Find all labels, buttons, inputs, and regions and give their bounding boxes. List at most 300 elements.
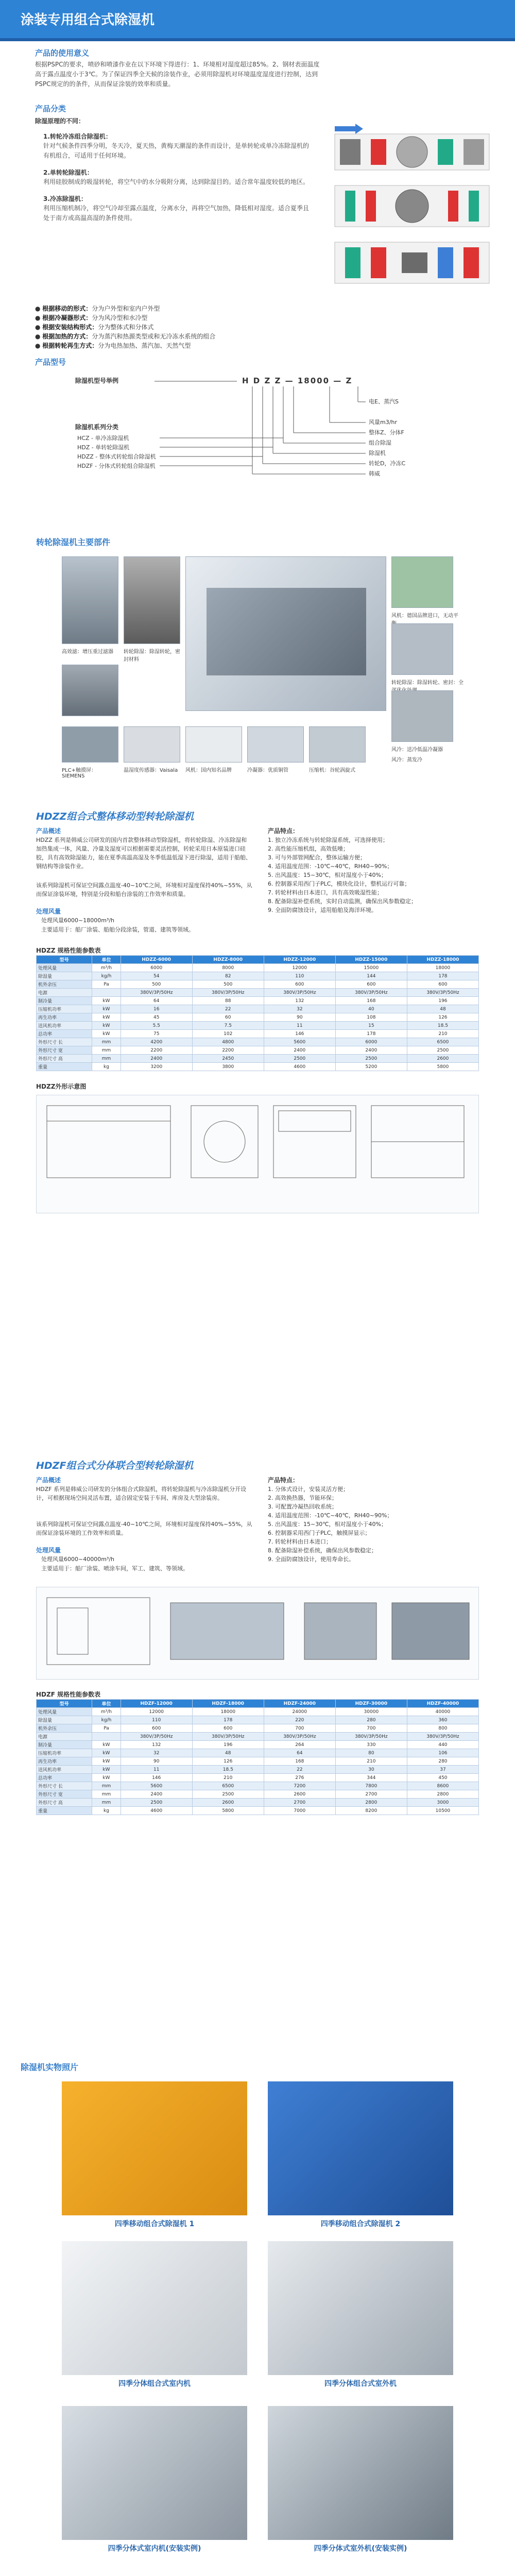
table-cell: 440 xyxy=(407,1741,478,1749)
photo-caption: 四季分体式室内机(安装实例) xyxy=(108,2545,201,2553)
table-cell: 600 xyxy=(335,980,407,989)
table-cell: 5600 xyxy=(121,1782,192,1790)
table-cell: 2600 xyxy=(192,1799,264,1807)
table-cell: kg xyxy=(92,1063,121,1071)
table-cell: 54 xyxy=(121,972,192,980)
table-cell: 5200 xyxy=(335,1063,407,1071)
table-cell: 146 xyxy=(121,1774,192,1782)
page-title: 涂装专用组合式除湿机 xyxy=(21,12,155,28)
model-series-title: 除湿机系列分类 xyxy=(75,423,119,431)
table-row xyxy=(37,1063,479,1071)
table-cell: 7800 xyxy=(335,1782,407,1790)
th: HDZZ-12000 xyxy=(264,956,335,964)
table-cell: 再生功率 xyxy=(37,1757,92,1766)
table-cell: 144 xyxy=(335,972,407,980)
table-row xyxy=(37,1005,479,1013)
table-cell: mm xyxy=(92,1046,121,1055)
component-photo xyxy=(124,726,180,762)
table-cell: 5600 xyxy=(264,1038,335,1046)
hdzz-range: 处理风量6000~18000m³/h xyxy=(41,917,115,924)
table-cell: 450 xyxy=(407,1774,478,1782)
component-photo xyxy=(185,726,242,762)
principle-title: 除湿原理的不同： xyxy=(35,117,85,125)
table-cell: mm xyxy=(92,1038,121,1046)
table-cell: 2600 xyxy=(264,1790,335,1799)
item-title: 1.转轮冷冻组合除湿机： xyxy=(43,133,112,140)
th: HDZF-18000 xyxy=(192,1700,264,1708)
model-left-title: 除湿机型号举例 xyxy=(75,377,119,384)
model-right-item: 组合除湿 xyxy=(369,439,391,446)
bullet-value: 分为风冷型和水冷型 xyxy=(92,314,148,321)
feature-item: 9. 全面防腐蚀设计，使用寿命长。 xyxy=(268,1556,354,1563)
table-cell: 6000 xyxy=(121,964,192,972)
table-cell: 178 xyxy=(192,1716,264,1724)
table-cell xyxy=(92,1733,121,1741)
caption: 风冷：蒸发冷 xyxy=(391,757,422,763)
th: 型号 xyxy=(37,1700,92,1708)
table-cell: 制冷量 xyxy=(37,997,92,1005)
table-cell: 380V/3P/50Hz xyxy=(407,1733,478,1741)
table-cell: 380V/3P/50Hz xyxy=(121,989,192,997)
table-cell: 6000 xyxy=(335,1038,407,1046)
photo-caption: 四季移动组合式除湿机 1 xyxy=(114,2220,195,2228)
table-cell: 5.5 xyxy=(121,1022,192,1030)
table-cell: kW xyxy=(92,1741,121,1749)
table-cell: 280 xyxy=(407,1757,478,1766)
item-title: 3.冷冻除湿机： xyxy=(43,195,87,202)
table-cell: 146 xyxy=(264,1030,335,1038)
hdzz-range2: 主要适用于：船厂涂装、船舶分段涂装，管道、建筑等领域。 xyxy=(41,926,194,933)
component-photo xyxy=(391,623,453,675)
table-cell: 132 xyxy=(264,997,335,1005)
table-cell: kW xyxy=(92,997,121,1005)
component-photo xyxy=(309,726,366,762)
caption: 转轮除湿：除湿转轮、密封：全 xyxy=(391,680,464,686)
photo-caption: 四季分体式室外机(安装实例) xyxy=(314,2545,407,2553)
table-cell: 600 xyxy=(192,1724,264,1733)
table-cell: 2400 xyxy=(121,1055,192,1063)
hdzf-range2: 主要适用于：船厂涂装、喷涂车间，军工、建筑、等领域。 xyxy=(41,1565,188,1572)
table-cell: 12000 xyxy=(121,1708,192,1716)
table-cell: 5800 xyxy=(192,1807,264,1815)
feature-item: 2. 高效换热器，节能环保； xyxy=(268,1495,337,1501)
table-cell: mm xyxy=(92,1055,121,1063)
table-cell: m³/h xyxy=(92,964,121,972)
table-cell: 4600 xyxy=(121,1807,192,1815)
table-cell: 除湿量 xyxy=(37,1716,92,1724)
table-cell: 2500 xyxy=(192,1790,264,1799)
hdzz-intro-title: 产品概述 xyxy=(36,827,61,835)
table-cell: 24000 xyxy=(264,1708,335,1716)
table-cell: 280 xyxy=(335,1716,407,1724)
hdzf-drawings xyxy=(36,1587,479,1680)
hdzz-drawing-title: HDZZ外形示意图 xyxy=(36,1083,87,1090)
table-cell: 2200 xyxy=(192,1046,264,1055)
component-photo xyxy=(62,726,118,762)
bullet-value: 分为户外型和室内户外型 xyxy=(92,305,160,312)
table-row xyxy=(37,1724,479,1733)
table-cell: 196 xyxy=(407,997,478,1005)
table-cell: 30000 xyxy=(335,1708,407,1716)
caption: 高效滤：增压重过滤器 xyxy=(62,649,113,655)
item-text: 利用硅胶制成的吸湿转轮，将空气中的水分吸附分离，达到除湿目的。适合常年温度较低的地区。 xyxy=(43,178,310,185)
table-cell: kg/h xyxy=(92,1716,121,1724)
table-cell: 2600 xyxy=(407,1055,478,1063)
machine-render xyxy=(185,556,386,711)
table-cell: 64 xyxy=(121,997,192,1005)
table-cell: 380V/3P/50Hz xyxy=(192,989,264,997)
table-cell: 4800 xyxy=(192,1038,264,1046)
table-row xyxy=(37,964,479,972)
table-row xyxy=(37,1766,479,1774)
table-row xyxy=(37,1716,479,1724)
table-cell: 102 xyxy=(192,1030,264,1038)
table-cell: 18000 xyxy=(407,964,478,972)
table-cell: 196 xyxy=(192,1741,264,1749)
caption: PLC+触摸屏：SIEMENS xyxy=(62,768,96,779)
table-cell: 3200 xyxy=(121,1063,192,1071)
item-text: 针对气候条件四季分明，冬天冷，夏天热，黄梅天潮湿的条件而设计，是单转轮或单冷冻除湿机的有机组合，可适用于任何环境。 xyxy=(43,142,310,159)
th: HDZZ-8000 xyxy=(192,956,264,964)
component-photo xyxy=(391,690,453,742)
hdzz-intro: HDZZ 系列是韩威公司研发的国内首款整体移动型除湿机，将转轮除湿、冷冻除湿和加热集成一体，风量、冷量及湿度可以根据需要灵活控制，转轮采用日本原装进口硅胶，具有高效除湿能力，能在夏季高温高湿及冬季低温低湿下进行除湿，适用于船舶、钢结构等涂装作业。 xyxy=(36,837,251,870)
model-right-item: 韩威 xyxy=(369,470,380,477)
th: HDZZ-15000 xyxy=(335,956,407,964)
table-row xyxy=(37,1782,479,1790)
table-cell: 2500 xyxy=(407,1046,478,1055)
bullet-list xyxy=(35,304,354,350)
caption: 温湿度传感器：Vaisala xyxy=(124,768,178,773)
table-cell: 210 xyxy=(407,1030,478,1038)
table-cell: 264 xyxy=(264,1741,335,1749)
table-cell: 40 xyxy=(335,1005,407,1013)
table-row xyxy=(37,1774,479,1782)
table-row xyxy=(37,1757,479,1766)
table-cell: 外形尺寸 宽 xyxy=(37,1046,92,1055)
th: 单位 xyxy=(92,1700,121,1708)
table-cell: 4600 xyxy=(264,1063,335,1071)
table-cell: kg xyxy=(92,1807,121,1815)
table-cell: 送风机功率 xyxy=(37,1022,92,1030)
table-cell: 48 xyxy=(192,1749,264,1757)
table-cell: 126 xyxy=(407,1013,478,1022)
item-title: 2.单转轮除湿机： xyxy=(43,169,93,176)
table-cell: kW xyxy=(92,1022,121,1030)
table-cell: 600 xyxy=(264,980,335,989)
bullet-key: 根据转轮再生方式： xyxy=(42,342,98,349)
table-cell: 2500 xyxy=(121,1799,192,1807)
diagram-2 xyxy=(335,185,489,227)
table-cell: 外形尺寸 高 xyxy=(37,1799,92,1807)
table-cell: 276 xyxy=(264,1774,335,1782)
th: 型号 xyxy=(37,956,92,964)
table-cell: 106 xyxy=(407,1749,478,1757)
table-cell: m³/h xyxy=(92,1708,121,1716)
table-cell: 126 xyxy=(192,1757,264,1766)
th: HDZF-12000 xyxy=(121,1700,192,1708)
th: HDZZ-18000 xyxy=(407,956,478,964)
table-cell: 7200 xyxy=(264,1782,335,1790)
table-cell: 2200 xyxy=(121,1046,192,1055)
table-cell: kW xyxy=(92,1030,121,1038)
model-right-list xyxy=(369,397,405,479)
model-series-item: HDZF - 分体式转轮组合除湿机 xyxy=(77,463,156,469)
table-cell: 6500 xyxy=(192,1782,264,1790)
model-right-item: 转轮D，冷冻C xyxy=(369,460,406,467)
table-row xyxy=(37,997,479,1005)
table-cell: 210 xyxy=(192,1774,264,1782)
table-row xyxy=(37,1030,479,1038)
table-cell: mm xyxy=(92,1799,121,1807)
table-cell: Pa xyxy=(92,980,121,989)
table-cell: 2450 xyxy=(192,1055,264,1063)
table-cell: 外形尺寸 高 xyxy=(37,1055,92,1063)
feature-item: 1. 独立冷冻系统与转轮除湿系统，可选择使用； xyxy=(268,837,388,843)
table-cell: 330 xyxy=(335,1741,407,1749)
hdzf-intro2: 该系列除湿机可保证空间露点温度-40~10℃之间，环境相对湿度保持40%~55%，从而保证涂装环境的工作效率和质量。 xyxy=(36,1521,252,1536)
table-cell: 送风机功率 xyxy=(37,1766,92,1774)
feature-item: 2. 高性能压缩机组，高效低噪； xyxy=(268,845,349,852)
table-cell: 2400 xyxy=(264,1046,335,1055)
caption: 风机：国内知名品牌 xyxy=(185,768,232,773)
table-cell: 82 xyxy=(192,972,264,980)
table-cell: 30 xyxy=(335,1766,407,1774)
caption: 转轮除湿：除湿转轮，密封材料 xyxy=(124,649,180,663)
feature-item: 9. 全面防腐蚀设计，适用船舶及海洋环境。 xyxy=(268,907,377,913)
table-cell: 16 xyxy=(121,1005,192,1013)
table-cell: 压缩机功率 xyxy=(37,1005,92,1013)
table-cell: 380V/3P/50Hz xyxy=(192,1733,264,1741)
table-row xyxy=(37,1741,479,1749)
hdzf-table-title: HDZF 规格性能参数表 xyxy=(36,1691,101,1698)
table-cell: kW xyxy=(92,1013,121,1022)
table-cell: 48 xyxy=(407,1005,478,1013)
table-cell: 2700 xyxy=(264,1799,335,1807)
table-cell: 12000 xyxy=(264,964,335,972)
table-row xyxy=(37,1708,479,1716)
model-series-item: HDZ - 单转轮除湿机 xyxy=(77,444,130,451)
photo xyxy=(268,2406,453,2553)
header-banner xyxy=(0,0,515,41)
table-row xyxy=(37,989,479,997)
table-cell: 机外余压 xyxy=(37,1724,92,1733)
hdzf-intro: HDZF 系列是韩威公司研发的分体组合式除湿机，将转轮除湿机与冷冻除湿机分开设计，可根据现场空间灵活布置，适合固定安装于车间、库房及大型涂装房。 xyxy=(36,1486,247,1501)
bullet-item: ● 根据移动的形式：分为户外型和室内户外型 xyxy=(35,305,160,312)
table-cell: kW xyxy=(92,1757,121,1766)
table-cell: 电源 xyxy=(37,989,92,997)
table-cell: 4200 xyxy=(121,1038,192,1046)
table-cell xyxy=(92,989,121,997)
diagram-3 xyxy=(335,242,489,283)
th: HDZF-40000 xyxy=(407,1700,478,1708)
class-title: 产品分类 xyxy=(35,104,66,113)
model-right-item: 整体Z、分体F xyxy=(369,429,404,436)
hdzz-table-wrap xyxy=(36,955,479,1071)
table-cell: 再生功率 xyxy=(37,1013,92,1022)
bullet-item: ● 根据冷凝器形式：分为风冷型和水冷型 xyxy=(35,314,148,321)
table-cell: 外形尺寸 长 xyxy=(37,1038,92,1046)
photo xyxy=(268,2081,453,2228)
feature-item: 8. 配备除湿补偿系统，确保出风参数稳定； xyxy=(268,1547,377,1554)
table-cell: 7.5 xyxy=(192,1022,264,1030)
table-cell: 总功率 xyxy=(37,1774,92,1782)
component-photo xyxy=(62,556,118,644)
hdzf-range: 处理风量6000~40000m³/h xyxy=(41,1556,115,1563)
feature-item: 7. 转轮材料由日本进口； xyxy=(268,1538,332,1545)
table-cell: 700 xyxy=(335,1724,407,1733)
table-cell: 210 xyxy=(335,1757,407,1766)
component-photo xyxy=(124,556,180,644)
hdzz-spec-table xyxy=(36,955,479,1071)
table-cell: 80 xyxy=(335,1749,407,1757)
model-series-list xyxy=(77,434,156,471)
hdzz-range-title: 处理风量 xyxy=(36,908,61,915)
feature-item: 3. 可与外部管网配合，整体运输方便； xyxy=(268,854,366,861)
model-code: H D Z Z — 18000 — Z xyxy=(242,376,353,385)
feature-item: 1. 分体式设计，安装灵活方便； xyxy=(268,1486,349,1493)
table-header-row xyxy=(37,1700,479,1708)
hdzf-section xyxy=(0,1453,515,2040)
table-cell: kW xyxy=(92,1766,121,1774)
table-cell: 7000 xyxy=(264,1807,335,1815)
bullet-key: 根据加热的方式： xyxy=(42,333,92,340)
table-cell: 2400 xyxy=(121,1790,192,1799)
table-cell: 380V/3P/50Hz xyxy=(264,1733,335,1741)
table-cell: 2500 xyxy=(335,1055,407,1063)
table-cell: 重量 xyxy=(37,1063,92,1071)
bullet-item: ● 根据转轮再生方式：分为电热加热、蒸汽加、天然气型 xyxy=(35,342,191,349)
bullet-value: 分为整体式和分体式 xyxy=(98,324,154,331)
hdzz-features-title: 产品特点： xyxy=(268,827,299,835)
table-cell: 15 xyxy=(335,1022,407,1030)
hdzz-table-title: HDZZ 规格性能参数表 xyxy=(36,947,101,954)
table-cell: 168 xyxy=(335,997,407,1005)
table-cell: 2500 xyxy=(264,1055,335,1063)
table-header-row xyxy=(37,956,479,964)
table-cell: 88 xyxy=(192,997,264,1005)
table-cell: 800 xyxy=(407,1724,478,1733)
hdzz-features xyxy=(268,836,474,914)
photo xyxy=(62,2081,247,2228)
table-cell: kW xyxy=(92,1774,121,1782)
photo xyxy=(62,2241,247,2388)
table-cell: 2800 xyxy=(407,1790,478,1799)
table-cell: 600 xyxy=(121,1724,192,1733)
table-cell: kW xyxy=(92,1749,121,1757)
table-cell: 132 xyxy=(121,1741,192,1749)
table-cell: 制冷量 xyxy=(37,1741,92,1749)
feature-item: 6. 控制器采用西门子PLC，触摸屏显示； xyxy=(268,1530,371,1536)
feature-item: 6. 控制器采用西门子PLC，模块化设计，整机运行可靠； xyxy=(268,880,410,887)
table-cell: 40000 xyxy=(407,1708,478,1716)
table-cell: 外形尺寸 长 xyxy=(37,1782,92,1790)
feature-item: 3. 可配置冷凝热回收系统； xyxy=(268,1503,337,1510)
table-cell: 2700 xyxy=(335,1790,407,1799)
table-cell: 除湿量 xyxy=(37,972,92,980)
table-row xyxy=(37,1790,479,1799)
table-cell: 700 xyxy=(264,1724,335,1733)
table-cell: 18000 xyxy=(192,1708,264,1716)
table-cell: mm xyxy=(92,1782,121,1790)
hdzf-features xyxy=(268,1485,474,1564)
table-cell: 380V/3P/50Hz xyxy=(335,1733,407,1741)
table-cell: 32 xyxy=(121,1749,192,1757)
hdzf-table-wrap xyxy=(36,1699,479,1815)
table-row xyxy=(37,972,479,980)
usage-text: 根据PSPC的要求，喷砂和喷漆作业在以下环境下得进行：1、环境相对湿度超过85%。2、钢材表面温度高于露点温度小于3℃。为了保证四季全天候的涂装作业，必须用除湿机对环境温度湿度进行控制，达到PSPC规定的的条件，从而保证涂装的效率和质量。 xyxy=(35,61,320,88)
table-cell: 45 xyxy=(121,1013,192,1022)
photo xyxy=(62,2406,247,2553)
caption: 风冷：送冷低温冷凝器 xyxy=(391,747,443,753)
bullet-item: ● 根据加热的方式：分为蒸汽和热源类型或和无冷冻水系统的组合 xyxy=(35,333,216,340)
table-cell: 37 xyxy=(407,1766,478,1774)
table-row xyxy=(37,1022,479,1030)
table-cell: 10500 xyxy=(407,1807,478,1815)
table-row xyxy=(37,980,479,989)
table-cell: 总功率 xyxy=(37,1030,92,1038)
table-cell: 机外余压 xyxy=(37,980,92,989)
table-cell: 90 xyxy=(121,1757,192,1766)
table-cell: 108 xyxy=(335,1013,407,1022)
table-cell: 处理风量 xyxy=(37,964,92,972)
photo-caption: 四季分体组合式室内机 xyxy=(118,2380,191,2388)
table-cell: 178 xyxy=(407,972,478,980)
table-cell: 18.5 xyxy=(407,1022,478,1030)
table-cell: Pa xyxy=(92,1724,121,1733)
hdzf-range-title: 处理风量 xyxy=(36,1547,61,1554)
bullet-item: ● 根据安装结构形式：分为整体式和分体式 xyxy=(35,324,154,331)
table-row xyxy=(37,1799,479,1807)
component-photo xyxy=(62,665,118,716)
table-cell: 2400 xyxy=(335,1046,407,1055)
table-row xyxy=(37,1038,479,1046)
table-cell: 380V/3P/50Hz xyxy=(407,989,478,997)
model-right-item: 除湿机 xyxy=(369,450,386,456)
table-cell: 处理风量 xyxy=(37,1708,92,1716)
caption: 风机：德国品牌进口，无动平 xyxy=(391,613,458,619)
bullet-value: 分为电热加热、蒸汽加、天然气型 xyxy=(98,342,191,349)
table-cell: 22 xyxy=(192,1005,264,1013)
model-series-item: HCZ - 单冷冻除湿机 xyxy=(77,435,129,442)
caption: 冷凝器：优质铜管 xyxy=(247,768,288,773)
table-cell: 168 xyxy=(264,1757,335,1766)
table-cell: 3000 xyxy=(407,1799,478,1807)
table-cell: 500 xyxy=(192,980,264,989)
table-cell: 8000 xyxy=(192,964,264,972)
table-cell: 5800 xyxy=(407,1063,478,1071)
table-cell: kg/h xyxy=(92,972,121,980)
table-cell: 380V/3P/50Hz xyxy=(264,989,335,997)
table-cell: 344 xyxy=(335,1774,407,1782)
table-cell: 8200 xyxy=(335,1807,407,1815)
table-row xyxy=(37,1749,479,1757)
component-photo xyxy=(247,726,304,762)
th: HDZF-24000 xyxy=(264,1700,335,1708)
photos-section xyxy=(0,2050,515,2576)
bullet-key: 根据移动的形式： xyxy=(42,305,92,312)
table-row xyxy=(37,1733,479,1741)
feature-item: 5. 出风温度：15~30℃，相对湿度小于40%； xyxy=(268,1521,387,1528)
table-cell: 600 xyxy=(407,980,478,989)
hdzz-section xyxy=(0,804,515,1432)
table-row xyxy=(37,1055,479,1063)
feature-item: 5. 出风温度：15~30℃，相对湿度小于40%； xyxy=(268,872,387,878)
table-cell: 60 xyxy=(192,1013,264,1022)
usage-title: 产品的使用意义 xyxy=(35,48,90,58)
table-cell: 电源 xyxy=(37,1733,92,1741)
table-cell: 380V/3P/50Hz xyxy=(121,1733,192,1741)
table-row xyxy=(37,1046,479,1055)
